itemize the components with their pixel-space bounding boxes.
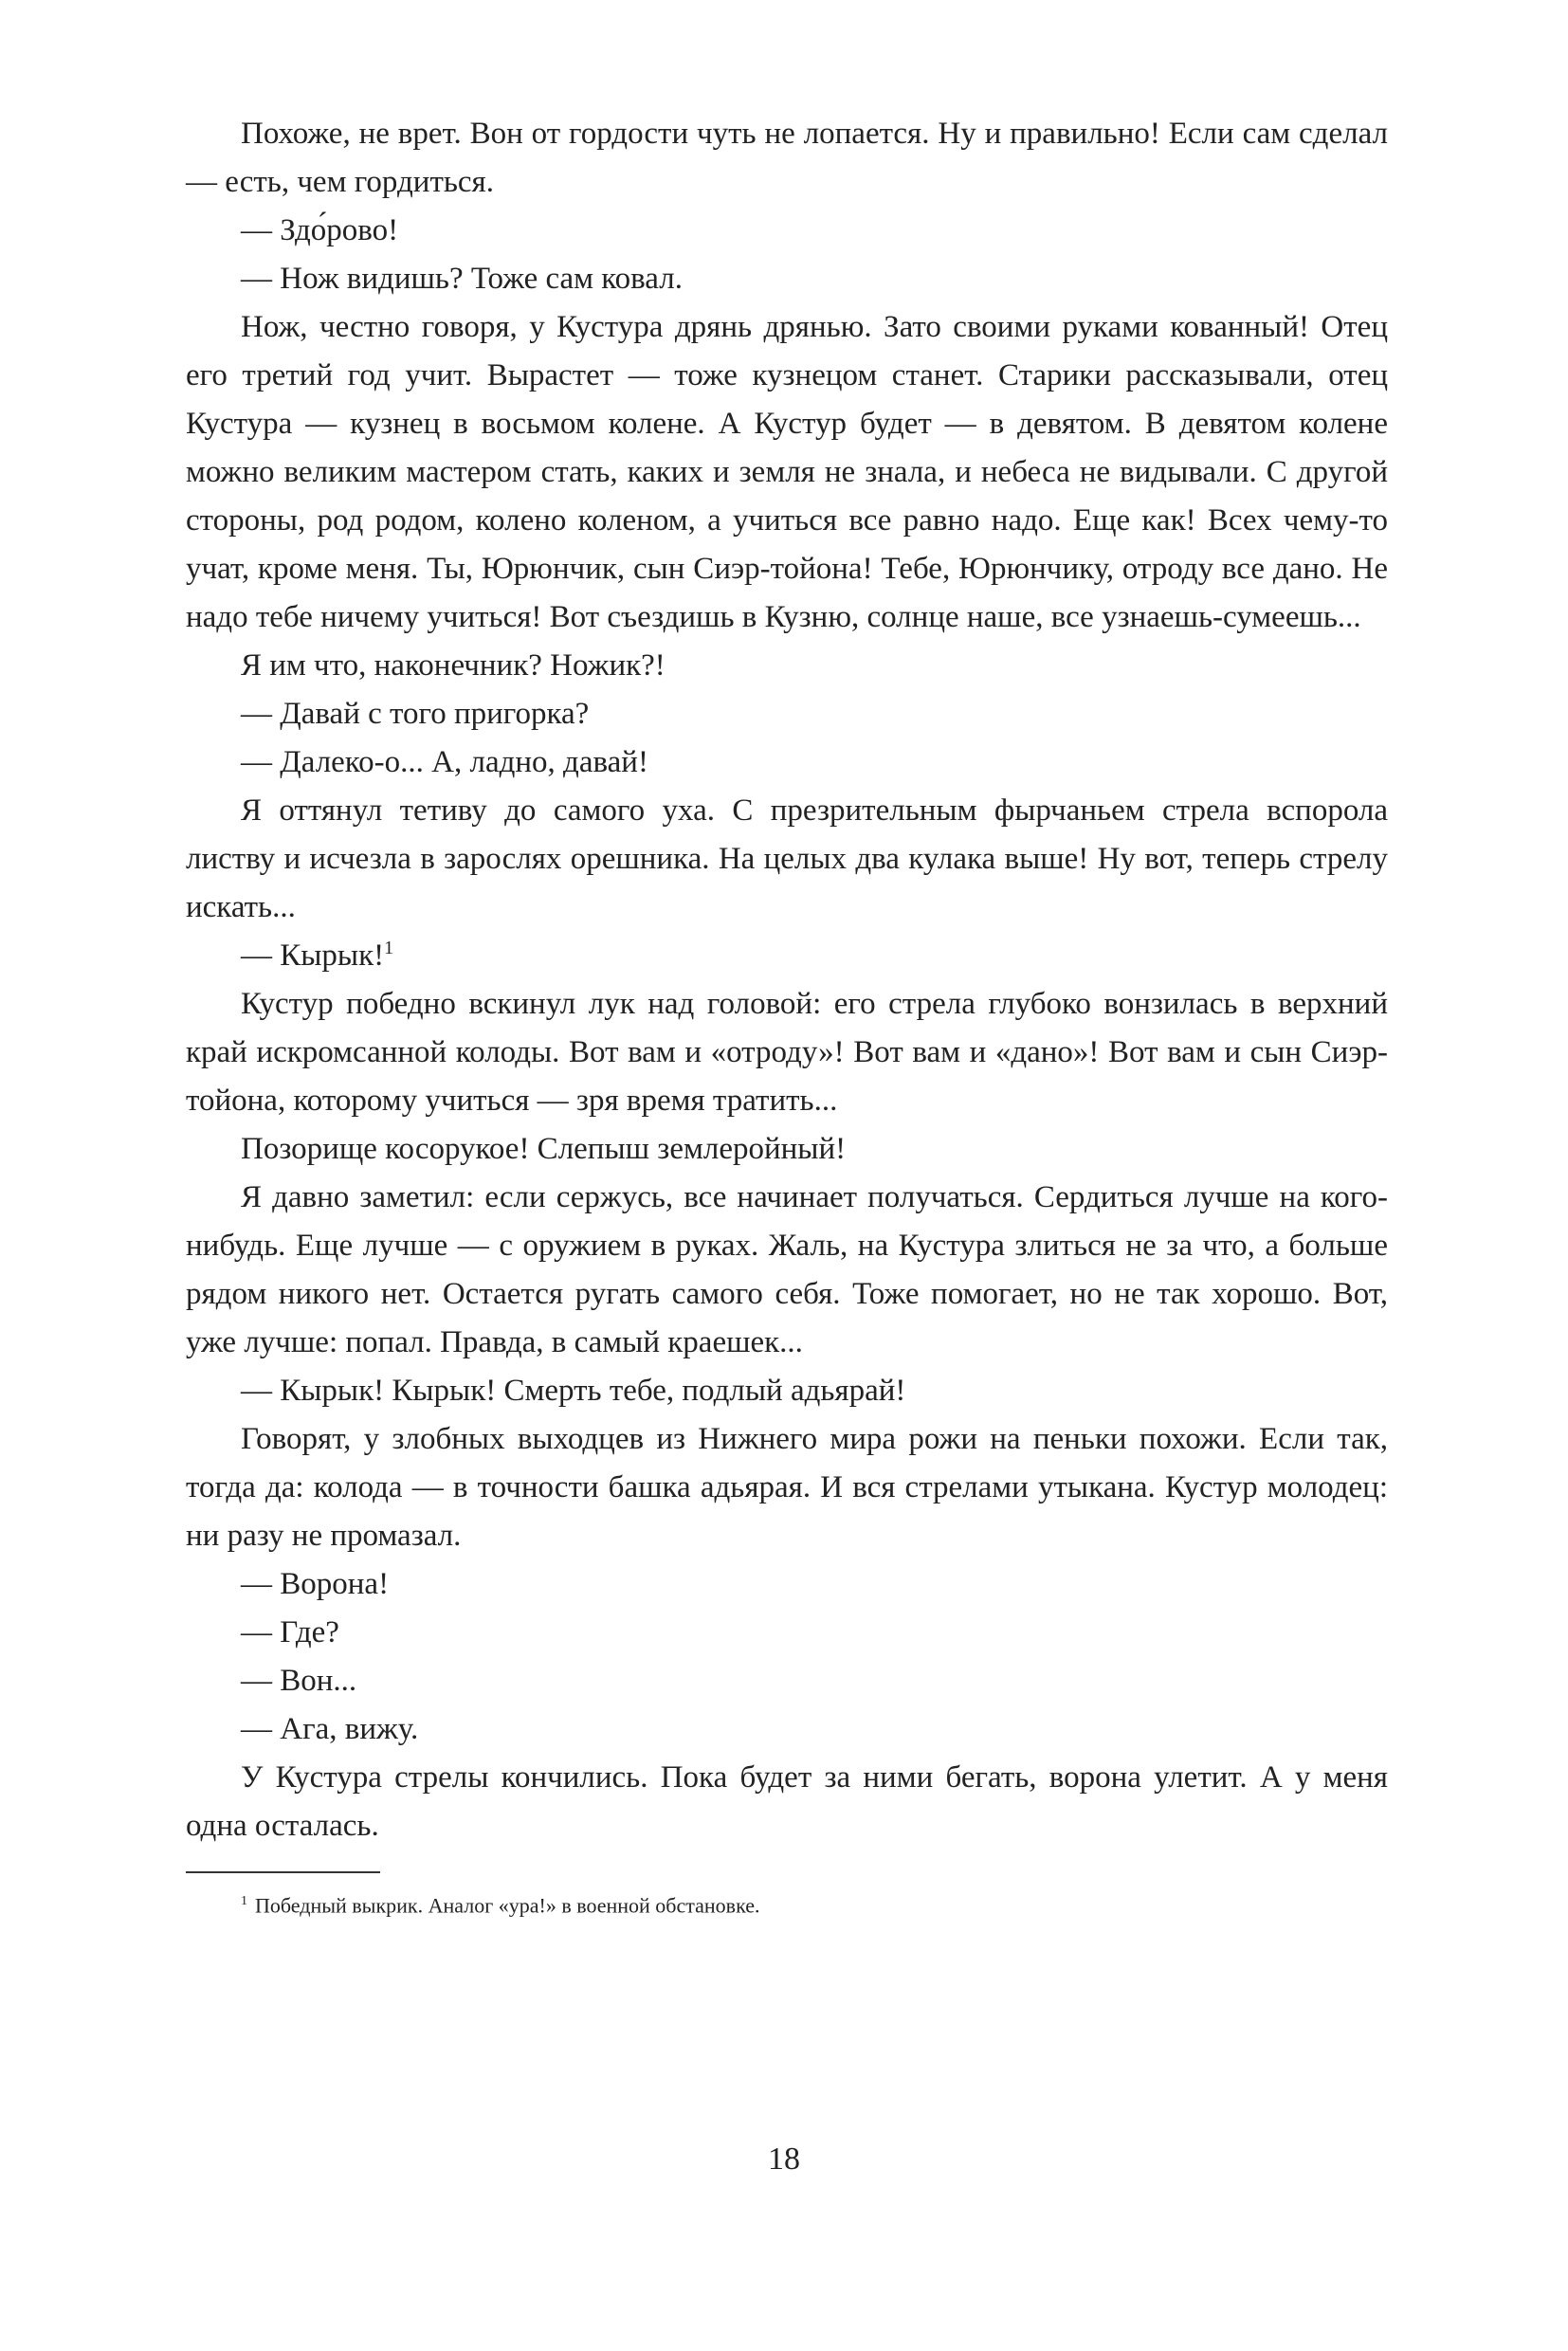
- page-number: 18: [768, 2141, 800, 2177]
- paragraph-text: — Кырык!: [241, 939, 385, 973]
- paragraph: — Вон...: [241, 1664, 357, 1698]
- footnote-divider: [186, 1871, 380, 1873]
- paragraph: Кустур победно вскинул лук над головой: его стрела глубоко вонзилась в верхний край искромсанной колоды. Вот вам и «отроду»! Вот вам и «дано»! Вот вам и сын Сиэр-тойона, которому учиться — зря время тратить...: [186, 987, 1388, 1118]
- paragraph: Нож, честно говоря, у Кустура дрянь дрянью. Зато своими руками кованный! Отец его третий год учит. Вырастет — тоже кузнецом станет. Старики рассказывали, отец Кустура — кузнец в восьмом колене. А Кустур будет — в девятом. В девятом колене можно великим мастером стать, каких и земля не знала, и небеса не видывали. С другой стороны, род родом, колено коленом, а учиться все равно надо. Еще как! Всех чему-то учат, кроме меня. Ты, Юрюнчик, сын Сиэр-тойона! Тебе, Юрюнчику, отроду все дано. Не надо тебе ничему учиться! Вот съездишь в Кузню, солнце наше, все узнаешь-сумеешь...: [186, 310, 1388, 634]
- body-text: [186, 110, 1388, 1850]
- footnote-reference: 1: [384, 938, 394, 958]
- paragraph: У Кустура стрелы кончились. Пока будет за ними бегать, ворона улетит. А у меня одна осталась.: [186, 1760, 1388, 1843]
- paragraph: — Кырык! Кырык! Смерть тебе, подлый адьярай!: [241, 1374, 906, 1408]
- paragraph: — Ворона!: [241, 1567, 390, 1601]
- paragraph: — Давай с того пригорка?: [241, 697, 590, 731]
- paragraph: Позорище косорукое! Слепыш землеройный!: [241, 1132, 847, 1166]
- paragraph: Я им что, наконечник? Ножик?!: [241, 648, 665, 683]
- paragraph: — Нож видишь? Тоже сам ковал.: [241, 262, 683, 296]
- footnote: [186, 1886, 1388, 1921]
- book-page: [186, 110, 1388, 1921]
- footnote-text: Победный выкрик. Аналог «ура!» в военной обстановке.: [255, 1893, 760, 1918]
- paragraph: — Здо́рово!: [241, 213, 399, 247]
- paragraph: — Ага, вижу.: [241, 1712, 419, 1746]
- footnote-marker: 1: [241, 1894, 247, 1908]
- paragraph: — Далеко-о... А, ладно, давай!: [241, 745, 648, 779]
- paragraph: Говорят, у злобных выходцев из Нижнего мира рожи на пеньки похожи. Если так, тогда да: колода — в точности башка адьярая. И вся стрелами утыкана. Кустур молодец: ни разу не промазал.: [186, 1422, 1388, 1553]
- paragraph: Я давно заметил: если сержусь, все начинает получаться. Сердиться лучше на кого-нибудь. Еще лучше — с оружием в руках. Жаль, на Кустура злиться не за что, а больше рядом никого нет. Остается ругать самого себя. Тоже помогает, но не так хорошо. Вот, уже лучше: попал. Правда, в самый краешек...: [186, 1180, 1388, 1359]
- paragraph: [186, 932, 1388, 980]
- paragraph: Я оттянул тетиву до самого уха. С презрительным фырчаньем стрела вспорола листву и исчезла в зарослях орешника. На целых два кулака выше! Ну вот, теперь стрелу искать...: [186, 793, 1388, 924]
- paragraph: Похоже, не врет. Вон от гордости чуть не лопается. Ну и правильно! Если сам сделал — есть, чем гордиться.: [186, 117, 1388, 199]
- paragraph: — Где?: [241, 1615, 339, 1649]
